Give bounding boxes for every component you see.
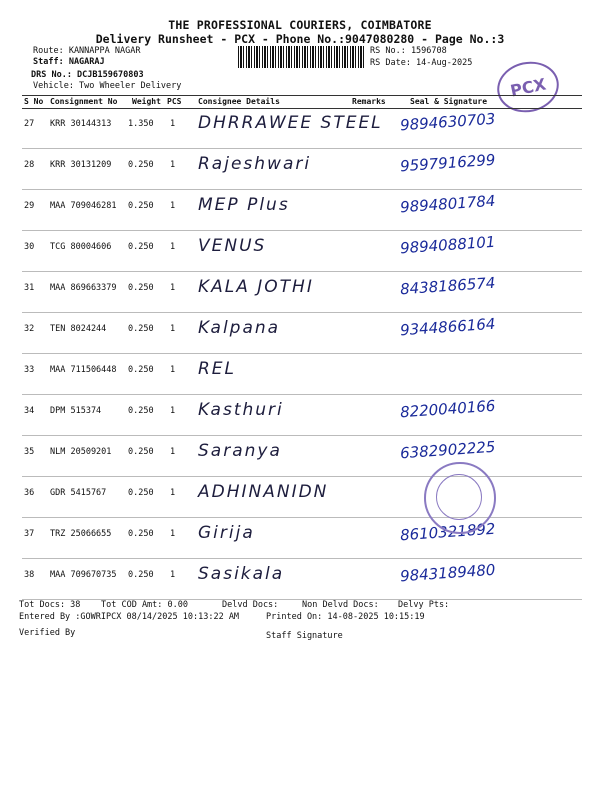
table-row <box>22 312 582 354</box>
row-consignment-no: MAA 709670735 <box>50 570 117 580</box>
row-weight: 0.250 <box>128 406 154 416</box>
row-weight: 0.250 <box>128 570 154 580</box>
row-consignee: Rajeshwari <box>198 154 312 174</box>
drs-number: DRS No.: DCJB159670803 <box>31 70 144 80</box>
row-consignment-no: TCG 80004606 <box>50 242 112 252</box>
row-consignment-no: TEN 8024244 <box>50 324 107 334</box>
table-row <box>22 517 582 559</box>
staff-signature: Staff Signature <box>266 631 343 641</box>
runsheet-title: Delivery Runsheet - PCX - Phone No.:9047080280 - Page No.:3 <box>95 32 505 46</box>
row-consignee: REL <box>198 359 237 379</box>
row-consignment-no: TRZ 25066655 <box>50 529 112 539</box>
row-weight: 0.250 <box>128 488 154 498</box>
row-sno: 35 <box>24 447 35 457</box>
row-pcs: 1 <box>170 406 176 416</box>
col-remarks: Remarks <box>352 97 386 106</box>
table-row <box>22 107 582 149</box>
col-sno: S No <box>24 97 44 106</box>
row-weight: 1.350 <box>128 119 154 129</box>
col-weight: Weight <box>132 97 161 106</box>
row-weight: 0.250 <box>128 160 154 170</box>
row-weight: 0.250 <box>128 201 154 211</box>
row-consignment-no: GDR 5415767 <box>50 488 107 498</box>
row-signature-phone: 9894630703 <box>399 109 496 135</box>
row-weight: 0.250 <box>128 242 154 252</box>
row-consignee: Kalpana <box>198 318 281 338</box>
row-signature-phone: 8610321892 <box>399 519 496 545</box>
row-sno: 38 <box>24 570 35 580</box>
row-pcs: 1 <box>170 365 176 375</box>
row-signature-phone: 9894801784 <box>399 191 496 217</box>
table-row <box>22 558 582 600</box>
row-consignee: Sasikala <box>198 564 285 584</box>
row-consignment-no: DPM 515374 <box>50 406 102 416</box>
row-consignee: ADHINANIDN <box>198 482 329 502</box>
row-pcs: 1 <box>170 119 176 129</box>
row-weight: 0.250 <box>128 365 154 375</box>
row-consignee: Kasthuri <box>198 400 284 420</box>
row-weight: 0.250 <box>128 324 154 334</box>
row-consignment-no: MAA 711506448 <box>50 365 117 375</box>
row-signature-phone: 9894088101 <box>399 232 496 258</box>
row-signature-phone: 6382902225 <box>399 437 496 463</box>
row-consignee: MEP Plus <box>198 195 290 215</box>
row-pcs: 1 <box>170 447 176 457</box>
row-signature-phone: 8220040166 <box>399 396 496 422</box>
table-row <box>22 189 582 231</box>
row-consignment-no: MAA 869663379 <box>50 283 117 293</box>
row-consignee: KALA JOTHI <box>198 277 314 297</box>
row-sno: 32 <box>24 324 35 334</box>
verified-by: Verified By <box>19 628 76 638</box>
non-delvd-docs: Non Delvd Docs: <box>302 600 379 610</box>
row-consignment-no: MAA 709046281 <box>50 201 117 211</box>
row-signature-phone: 9843189480 <box>399 560 496 586</box>
rs-number: RS No.: 1596708 <box>370 46 447 56</box>
row-signature-phone: 9344866164 <box>399 314 496 340</box>
row-sno: 36 <box>24 488 35 498</box>
pcx-stamp: PCX <box>492 56 563 118</box>
row-weight: 0.250 <box>128 529 154 539</box>
rs-date: RS Date: 14-Aug-2025 <box>370 58 473 68</box>
row-sno: 30 <box>24 242 35 252</box>
col-pcs: PCS <box>167 97 182 106</box>
row-sno: 33 <box>24 365 35 375</box>
barcode <box>238 46 366 68</box>
col-consignee: Consignee Details <box>198 97 280 106</box>
row-consignee: Girija <box>198 523 255 543</box>
entered-by: Entered By :GOWRIPCX 08/14/2025 10:13:22 AM <box>19 612 240 622</box>
row-consignment-no: KRR 30131209 <box>50 160 112 170</box>
vehicle: Vehicle: Two Wheeler Delivery <box>33 81 182 91</box>
row-consignee: VENUS <box>198 236 267 256</box>
printed-on: Printed On: 14-08-2025 10:15:19 <box>266 612 425 622</box>
row-consignee: DHRRAWEE STEEL <box>198 113 383 133</box>
row-consignment-no: NLM 20509201 <box>50 447 112 457</box>
row-pcs: 1 <box>170 283 176 293</box>
row-sno: 28 <box>24 160 35 170</box>
tot-docs: Tot Docs: 38 <box>19 600 81 610</box>
row-pcs: 1 <box>170 201 176 211</box>
row-signature-phone: 9597916299 <box>399 150 496 176</box>
table-row <box>22 353 582 395</box>
row-pcs: 1 <box>170 160 176 170</box>
row-sno: 29 <box>24 201 35 211</box>
table-row <box>22 394 582 436</box>
row-consignee: Saranya <box>198 441 282 461</box>
row-weight: 0.250 <box>128 447 154 457</box>
col-consignment: Consignment No <box>50 97 118 106</box>
row-pcs: 1 <box>170 488 176 498</box>
row-consignment-no: KRR 30144313 <box>50 119 112 129</box>
row-weight: 0.250 <box>128 283 154 293</box>
delvd-docs: Delvd Docs: <box>222 600 279 610</box>
table-row <box>22 230 582 272</box>
table-row <box>22 435 582 477</box>
delvy-pts: Delvy Pts: <box>398 600 450 610</box>
tot-cod: Tot COD Amt: 0.00 <box>101 600 188 610</box>
table-row <box>22 476 582 518</box>
staff: Staff: NAGARAJ <box>33 57 105 67</box>
row-pcs: 1 <box>170 570 176 580</box>
row-pcs: 1 <box>170 529 176 539</box>
col-seal-signature: Seal & Signature <box>410 97 488 106</box>
table-row <box>22 148 582 190</box>
row-signature-phone: 8438186574 <box>399 273 496 299</box>
route: Route: KANNAPPA NAGAR <box>33 46 141 56</box>
row-pcs: 1 <box>170 324 176 334</box>
seal-stamp <box>424 462 496 534</box>
row-pcs: 1 <box>170 242 176 252</box>
row-sno: 31 <box>24 283 35 293</box>
table-row <box>22 271 582 313</box>
row-sno: 27 <box>24 119 35 129</box>
row-sno: 34 <box>24 406 35 416</box>
company-name: THE PROFESSIONAL COURIERS, COIMBATORE <box>168 18 432 32</box>
row-sno: 37 <box>24 529 35 539</box>
